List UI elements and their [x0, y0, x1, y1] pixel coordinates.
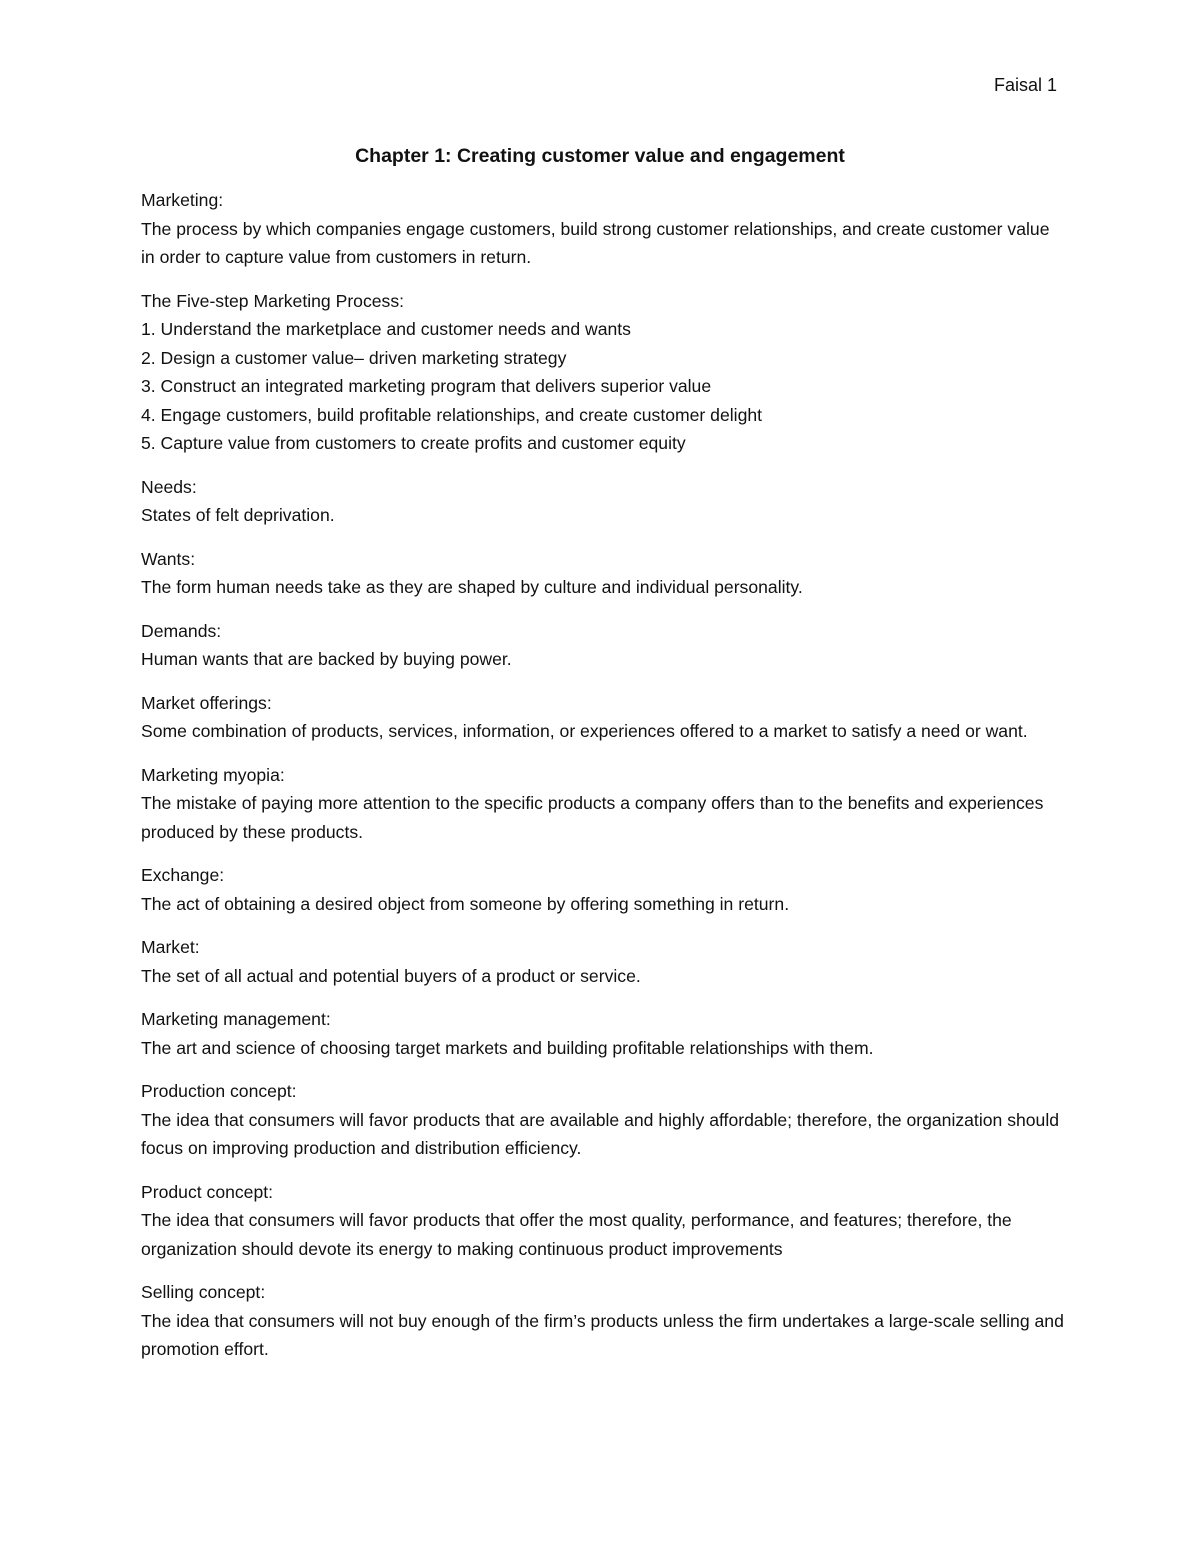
- process-step: 1. Understand the marketplace and customer needs and wants: [141, 319, 631, 339]
- term-definition: States of felt deprivation.: [141, 505, 335, 525]
- term-definition: The idea that consumers will not buy enough of the firm’s products unless the firm undertakes a large-scale selling and promotion effort.: [141, 1310, 1064, 1359]
- marketing-process-block: [141, 287, 1066, 458]
- definition-block: [141, 617, 1066, 674]
- term-definition: The set of all actual and potential buyers of a product or service.: [141, 965, 641, 986]
- term-definition: The process by which companies engage customers, build strong customer relationships, and create customer value in order to capture value from customers in return.: [141, 218, 1050, 267]
- process-step: 5. Capture value from customers to create profits and customer equity: [141, 433, 686, 453]
- document-body: [141, 186, 1066, 1379]
- term-label: Marketing:: [141, 190, 224, 210]
- term-label: Marketing management:: [141, 1009, 331, 1029]
- term-definition: The form human needs take as they are shaped by culture and individual personality.: [141, 577, 803, 597]
- definition-block: [141, 1178, 1066, 1264]
- definition-block: [141, 473, 1066, 530]
- term-label: Market:: [141, 937, 200, 957]
- process-step: 4. Engage customers, build profitable relationships, and create customer delight: [141, 404, 763, 425]
- term-label: Wants:: [141, 548, 196, 569]
- page-header-label: Faisal 1: [993, 75, 1057, 95]
- chapter-title: Chapter 1: Creating customer value and engagement: [355, 145, 845, 167]
- definition-block: [141, 1077, 1066, 1163]
- term-definition: The act of obtaining a desired object from someone by offering something in return.: [141, 893, 790, 914]
- process-step: 3. Construct an integrated marketing program that delivers superior value: [141, 376, 712, 396]
- definition-block-marketing: [141, 186, 1066, 272]
- term-definition: The art and science of choosing target markets and building profitable relationships with them.: [141, 1037, 874, 1058]
- term-definition: The mistake of paying more attention to the specific products a company offers than to the benefits and experiences produced by these products.: [141, 793, 1044, 842]
- term-definition: The idea that consumers will favor products that are available and highly affordable; therefore, the organization should focus on improving production and distribution efficiency.: [141, 1109, 1060, 1158]
- term-definition: Human wants that are backed by buying power.: [141, 649, 512, 669]
- definition-block: [141, 689, 1066, 746]
- term-definition: The idea that consumers will favor products that offer the most quality, performance, and features; therefore, the organization should devote its energy to making continuous product improvements: [141, 1210, 1012, 1259]
- process-step: 2. Design a customer value– driven marketing strategy: [141, 347, 567, 368]
- process-steps-list: [141, 315, 1066, 458]
- definition-block: [141, 1005, 1066, 1062]
- definition-block: [141, 545, 1066, 602]
- term-definition: Some combination of products, services, information, or experiences offered to a market to satisfy a need or want.: [141, 721, 1028, 741]
- term-label: Demands:: [141, 620, 222, 641]
- term-label: Needs:: [141, 476, 197, 497]
- term-label: Market offerings:: [141, 692, 272, 713]
- definition-block: [141, 861, 1066, 918]
- definition-block: [141, 761, 1066, 847]
- term-label: Selling concept:: [141, 1282, 266, 1302]
- definition-block: [141, 933, 1066, 990]
- definition-block: [141, 1278, 1066, 1364]
- term-label: Product concept:: [141, 1181, 274, 1202]
- term-label: Production concept:: [141, 1081, 297, 1101]
- term-label: Marketing myopia:: [141, 764, 285, 785]
- process-heading: The Five-step Marketing Process:: [141, 290, 405, 311]
- term-label: Exchange:: [141, 865, 225, 885]
